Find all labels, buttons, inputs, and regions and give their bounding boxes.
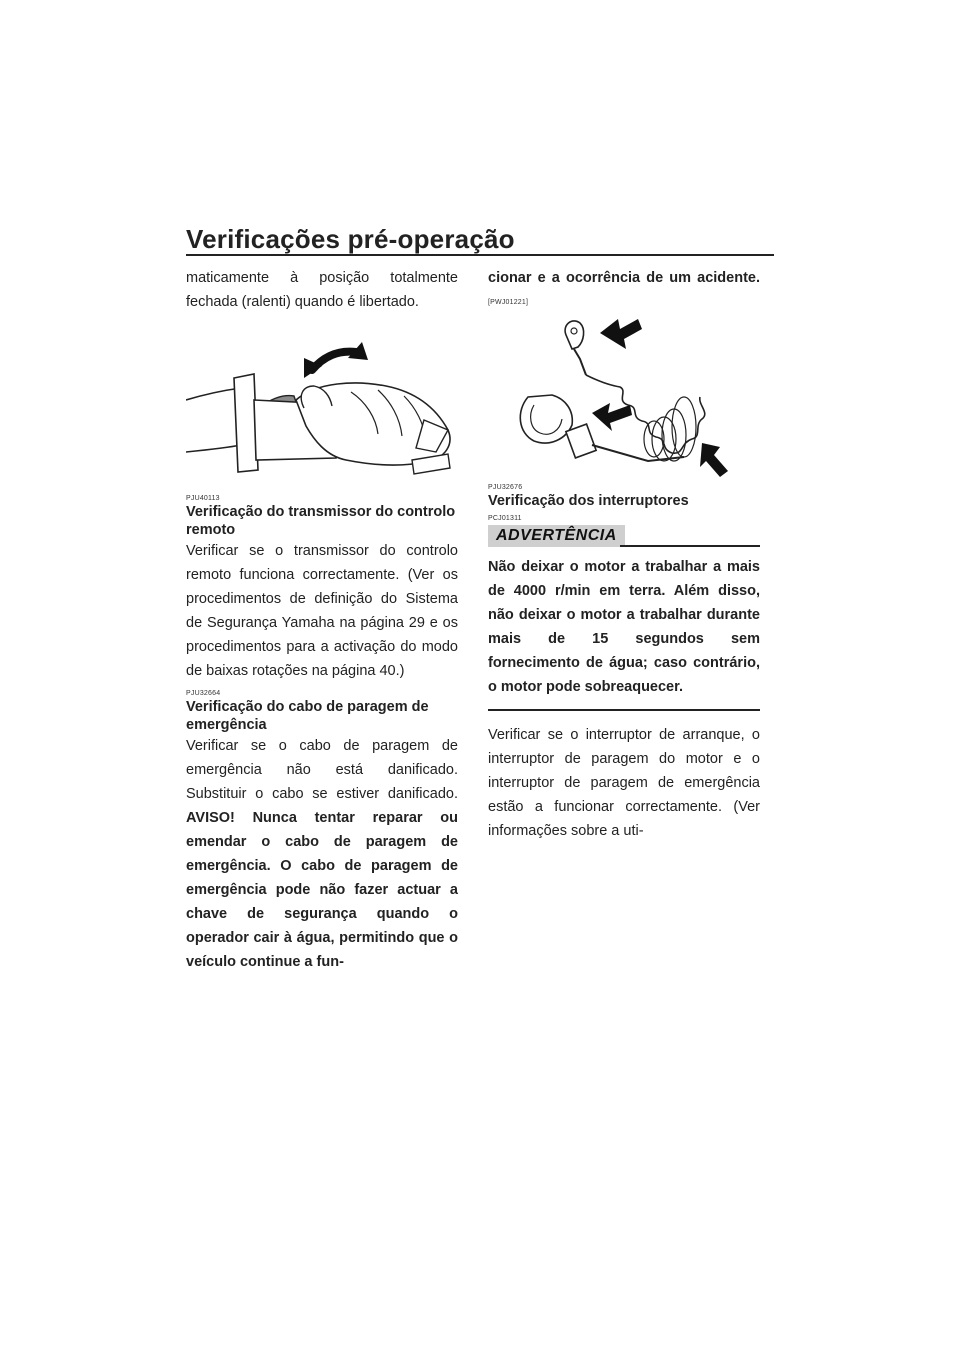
section2-heading: Verificação do cabo de paragem de emergência xyxy=(186,699,429,733)
emergency-lanyard-illustration xyxy=(488,315,760,483)
section1-code: PJU40113 xyxy=(186,495,220,502)
section2-body-wrap xyxy=(186,734,458,974)
section2-notice: AVISO! Nunca tentar reparar ou emendar o cabo de paragem de emergência. O cabo de paragem de emergência pode não fazer actuar a chave de segurança quando o operador cair à água, permitindo que o veículo continue a fun- xyxy=(186,810,458,970)
throttle-hand-illustration xyxy=(186,330,458,490)
warning-text: Não deixar o motor a trabalhar a mais de 4000 r/min em terra. Além disso, não deixar o motor a trabalhar durante mais de 15 segundos sem fornecimento de água; caso contrário, o motor pode sobreaquecer. xyxy=(488,559,760,695)
section1-heading: Verificação do transmissor do controlo remoto xyxy=(186,504,456,538)
notice-code: [PWJ01221] xyxy=(488,299,529,306)
intro-paragraph: maticamente à posição totalmente fechada (ralenti) quando é libertado. xyxy=(186,270,458,310)
section1-body: Verificar se o transmissor do controlo remoto funciona correctamente. (Ver os procedimentos de definição do Sistema de Segurança Yamaha na página 29 e os procedimentos para a activação do modo de baixas rotações na página 40.) xyxy=(186,543,458,679)
section2-body: Verificar se o cabo de paragem de emergência não está danificado. Substituir o cabo se estiver danificado. xyxy=(186,738,458,802)
right-column xyxy=(488,258,760,843)
section3-heading: Verificação dos interruptores xyxy=(488,493,689,509)
page-title: Verificações pré-operação xyxy=(186,224,515,254)
section2-code: PJU32664 xyxy=(186,690,221,697)
warning-header xyxy=(488,525,760,547)
left-column xyxy=(186,258,458,974)
section3-body: Verificar se o interruptor de arranque, o interruptor de paragem do motor e o interruptor de paragem de emergência estão a funcionar correctamente. (Ver informações sobre a uti- xyxy=(488,727,760,839)
title-rule xyxy=(186,254,774,256)
warning-code: PCJ01311 xyxy=(488,515,522,522)
warning-label: ADVERTÊNCIA xyxy=(488,525,625,547)
warning-top-rule xyxy=(620,545,760,547)
section3-code: PJU32676 xyxy=(488,484,523,491)
notice-continuation: cionar e a ocorrência de um acidente. xyxy=(488,270,760,286)
warning-bottom-rule xyxy=(488,709,760,711)
